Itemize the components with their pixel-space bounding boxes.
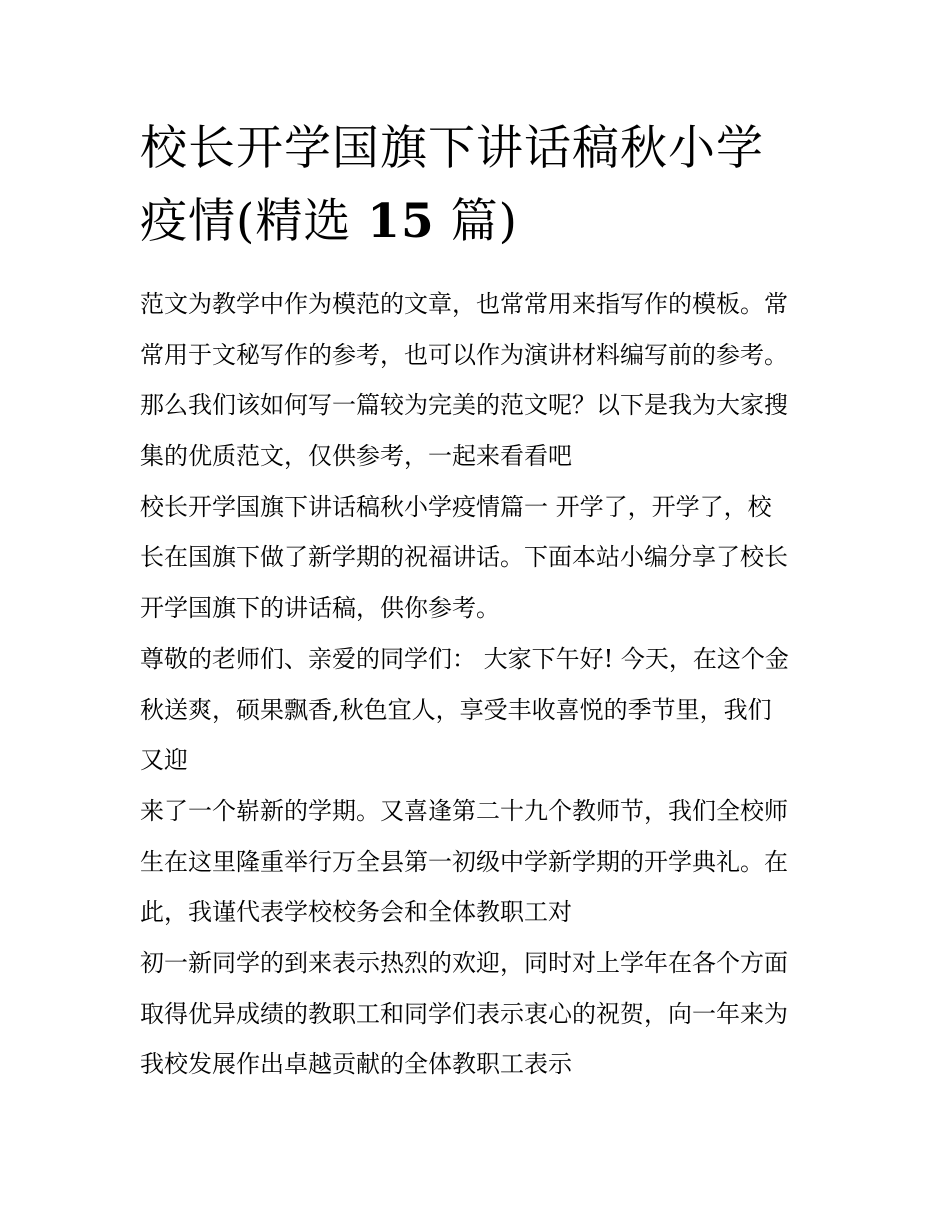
body-line: 范文为教学中作为模范的文章，也常常用来指写作的模板。常 [140,290,788,318]
document-title [140,112,830,258]
body-line: 那么我们该如何写一篇较为完美的范文呢？以下是我为大家搜 [140,391,788,420]
body-line: 来了一个崭新的学期。又喜逢第二十九个教师节，我们全校师 [140,796,788,825]
body-line: 又迎 [140,746,188,775]
title-line-2-prefix: 疫情(精选 [140,194,368,249]
title-line-2-number: 15 [367,194,435,249]
title-line-2-suffix: 篇) [434,194,518,249]
body-line: 集的优质范文，仅供参考，一起来看看吧 [140,442,572,471]
body-line: 开学国旗下的讲话稿，供你参考。 [140,594,500,623]
title-line-1: 校长开学国旗下讲话稿秋小学 [140,121,764,176]
body-line: 我校发展作出卓越贡献的全体教职工表示 [140,1050,572,1079]
body-line: 此，我谨代表学校校务会和全体教职工对 [140,898,572,927]
body-line: 取得优异成绩的教职工和同学们表示衷心的祝贺，向一年来为 [140,999,788,1028]
body-line: 尊敬的老师们、亲爱的同学们： 大家下午好! 今天，在这个金 [140,644,789,673]
body-line: 秋送爽，硕果飘香,秋色宜人，享受丰收喜悦的季节里，我们 [140,695,772,724]
body-line: 长在国旗下做了新学期的祝福讲话。下面本站小编分享了校长 [140,543,788,572]
body-line: 初一新同学的到来表示热烈的欢迎，同时对上学年在各个方面 [140,948,788,977]
body-line: 常用于文秘写作的参考，也可以作为演讲材料编写前的参考。 [140,340,788,369]
body-line: 生在这里隆重举行万全县第一初级中学新学期的开学典礼。在 [140,847,788,876]
body-line: 校长开学国旗下讲话稿秋小学疫情篇一 开学了，开学了，校 [140,492,772,521]
document-body [140,279,830,1090]
